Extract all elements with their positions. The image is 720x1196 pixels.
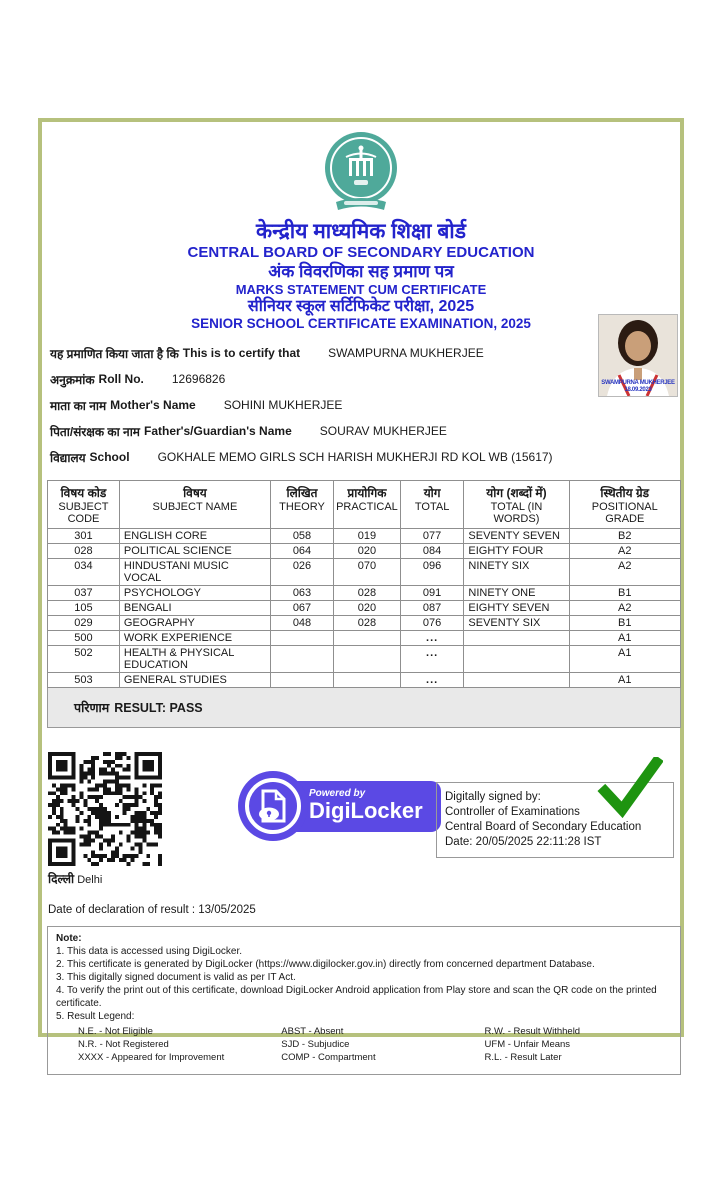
school-line bbox=[50, 444, 680, 470]
col-header-subject-code bbox=[48, 481, 120, 529]
father-line bbox=[50, 418, 680, 444]
declaration-date: Date of declaration of result : 13/05/2025 bbox=[48, 904, 256, 916]
place-english: Delhi bbox=[77, 874, 103, 886]
cell-grade: A1 bbox=[569, 673, 681, 688]
legend-entry: N.E. - Not Eligible bbox=[78, 1026, 153, 1037]
marks-table-row bbox=[48, 673, 681, 688]
note-item-2: 2. This certificate is generated by DigiLocker (https://www.digilocker.gov.in) directly from concerned department Database. bbox=[56, 959, 595, 970]
place-label bbox=[48, 870, 162, 887]
cell-subject-name: WORK EXPERIENCE bbox=[119, 631, 270, 646]
legend-entry: XXXX - Appeared for Improvement bbox=[78, 1052, 225, 1063]
cell-theory: 048 bbox=[270, 616, 333, 631]
certificate-page bbox=[38, 118, 684, 1063]
father-label-hindi: पिता/संरक्षक का नाम bbox=[50, 424, 140, 439]
cell-total-words bbox=[464, 646, 569, 673]
cell-practical bbox=[334, 673, 401, 688]
note-item-3: 3. This digitally signed document is valid as per IT Act. bbox=[56, 972, 296, 983]
photo-caption-name: SWAMPURNA MUKHERJEE bbox=[601, 380, 675, 386]
cell-subject-code: 503 bbox=[48, 673, 120, 688]
exam-title-hindi: सीनियर स्कूल सर्टिफिकेट परीक्षा, 2025 bbox=[247, 298, 475, 315]
col-header-hindi: विषय bbox=[183, 486, 207, 500]
legend-entry: R.L. - Result Later bbox=[484, 1052, 562, 1063]
digital-signature-box bbox=[436, 782, 674, 858]
cell-grade: A2 bbox=[569, 559, 681, 586]
cell-total-words: NINETY SIX bbox=[464, 559, 569, 586]
cell-subject-code: 028 bbox=[48, 544, 120, 559]
cell-subject-code: 502 bbox=[48, 646, 120, 673]
result-legend bbox=[56, 1025, 672, 1064]
col-header-english: SUBJECT NAME bbox=[152, 501, 238, 513]
legend-column-2 bbox=[259, 1025, 462, 1064]
cell-total-words: EIGHTY FOUR bbox=[464, 544, 569, 559]
cell-grade: B2 bbox=[569, 529, 681, 544]
cell-grade: A1 bbox=[569, 631, 681, 646]
marks-table-row bbox=[48, 616, 681, 631]
result-label-hindi: परिणाम bbox=[74, 701, 110, 715]
cell-subject-name: BENGALI bbox=[119, 601, 270, 616]
roll-label-hindi: अनुक्रमांक bbox=[50, 372, 95, 387]
board-title-hindi: केन्द्रीय माध्यमिक शिक्षा बोर्ड bbox=[256, 220, 466, 243]
note-title: Note: bbox=[56, 933, 82, 944]
statement-title-english: MARKS STATEMENT CUM CERTIFICATE bbox=[235, 282, 487, 297]
cell-theory: 058 bbox=[270, 529, 333, 544]
candidate-info bbox=[50, 340, 680, 470]
cell-practical: 019 bbox=[334, 529, 401, 544]
cell-total-words bbox=[464, 631, 569, 646]
cell-practical bbox=[334, 646, 401, 673]
certify-line bbox=[50, 340, 680, 366]
roll-line bbox=[50, 366, 680, 392]
cell-theory: 026 bbox=[270, 559, 333, 586]
cell-theory bbox=[270, 673, 333, 688]
photo-caption-date: 18.09.2023 bbox=[624, 387, 652, 393]
document-cloud-icon bbox=[258, 789, 288, 823]
marks-table-row bbox=[48, 559, 681, 586]
cell-total: 087 bbox=[400, 601, 464, 616]
father-label-english: Father's/Guardian's Name bbox=[143, 424, 292, 438]
cell-grade: A1 bbox=[569, 646, 681, 673]
note-item-1: 1. This data is accessed using DigiLocker. bbox=[56, 946, 243, 957]
cell-subject-name: GENERAL STUDIES bbox=[119, 673, 270, 688]
cell-theory bbox=[270, 631, 333, 646]
legend-column-3 bbox=[463, 1025, 666, 1064]
cell-subject-code: 301 bbox=[48, 529, 120, 544]
legend-column-1 bbox=[56, 1025, 259, 1064]
col-header-total bbox=[400, 481, 464, 529]
note-box bbox=[47, 926, 681, 1075]
roll-number: 12696826 bbox=[171, 372, 226, 386]
cell-theory: 063 bbox=[270, 586, 333, 601]
cbse-logo bbox=[42, 122, 680, 216]
cell-total-words: SEVENTY SIX bbox=[464, 616, 569, 631]
cell-grade: A2 bbox=[569, 601, 681, 616]
cell-total: 076 bbox=[400, 616, 464, 631]
cell-practical: 070 bbox=[334, 559, 401, 586]
cell-subject-name: HEALTH & PHYSICAL EDUCATION bbox=[119, 646, 270, 673]
legend-entry: SJD - Subjudice bbox=[281, 1039, 350, 1050]
digilocker-badge bbox=[238, 778, 441, 834]
statement-title-hindi: अंक विवरणिका सह प्रमाण पत्र bbox=[268, 262, 454, 281]
cell-subject-name: GEOGRAPHY bbox=[119, 616, 270, 631]
marks-table-body bbox=[48, 529, 681, 688]
col-header-english: POSITIONAL GRADE bbox=[591, 501, 658, 525]
cell-practical: 020 bbox=[334, 544, 401, 559]
checkmark-icon bbox=[597, 757, 663, 819]
note-item-5: 5. Result Legend: bbox=[56, 1011, 135, 1022]
cell-subject-name: ENGLISH CORE bbox=[119, 529, 270, 544]
mother-label-english: Mother's Name bbox=[110, 398, 196, 412]
cell-subject-code: 037 bbox=[48, 586, 120, 601]
mother-line bbox=[50, 392, 680, 418]
digilocker-logo-icon bbox=[245, 778, 301, 834]
cell-practical: 020 bbox=[334, 601, 401, 616]
col-header-english: TOTAL bbox=[414, 501, 450, 513]
legend-entry: ABST - Absent bbox=[281, 1026, 344, 1037]
cell-practical: 028 bbox=[334, 616, 401, 631]
marks-table-row bbox=[48, 646, 681, 673]
cell-practical bbox=[334, 631, 401, 646]
cell-total: 096 bbox=[400, 559, 464, 586]
legend-entry: COMP - Compartment bbox=[281, 1052, 376, 1063]
cell-total: 077 bbox=[400, 529, 464, 544]
marks-table-row bbox=[48, 586, 681, 601]
signature-line-3: Central Board of Secondary Education bbox=[445, 821, 642, 833]
certificate-header bbox=[42, 220, 680, 332]
cell-theory: 064 bbox=[270, 544, 333, 559]
candidate-name: SWAMPURNA MUKHERJEE bbox=[328, 346, 484, 360]
cell-total: ... bbox=[400, 673, 464, 688]
col-header-english: TOTAL (IN WORDS) bbox=[490, 501, 543, 525]
roll-label-english: Roll No. bbox=[98, 372, 144, 386]
col-header-hindi: योग bbox=[423, 486, 441, 500]
certify-label-hindi: यह प्रमाणित किया जाता है कि bbox=[50, 346, 179, 361]
signature-line-1: Digitally signed by: bbox=[445, 791, 541, 803]
cell-grade: B1 bbox=[569, 616, 681, 631]
mother-label-hindi: माता का नाम bbox=[50, 398, 107, 413]
cell-total: 084 bbox=[400, 544, 464, 559]
school-name: GOKHALE MEMO GIRLS SCH HARISH MUKHERJI RD KOL WB (15617) bbox=[157, 450, 553, 464]
col-header-hindi: लिखित bbox=[286, 486, 318, 500]
marks-table-row bbox=[48, 529, 681, 544]
marks-table-row bbox=[48, 544, 681, 559]
school-label-english: School bbox=[89, 450, 130, 464]
exam-title-english: SENIOR SCHOOL CERTIFICATE EXAMINATION, 2025 bbox=[191, 316, 531, 331]
candidate-photo bbox=[598, 314, 678, 397]
powered-by-label: Powered by bbox=[309, 787, 366, 799]
cell-subject-code: 500 bbox=[48, 631, 120, 646]
col-header-practical bbox=[334, 481, 401, 529]
cell-subject-name: POLITICAL SCIENCE bbox=[119, 544, 270, 559]
col-header-theory bbox=[270, 481, 333, 529]
photo-caption bbox=[599, 380, 677, 394]
result-value: RESULT: PASS bbox=[114, 700, 203, 715]
cell-grade: A2 bbox=[569, 544, 681, 559]
marks-table-row bbox=[48, 631, 681, 646]
cell-subject-code: 034 bbox=[48, 559, 120, 586]
place-hindi: दिल्ली bbox=[48, 872, 75, 886]
father-name: SOURAV MUKHERJEE bbox=[319, 424, 447, 438]
cell-subject-code: 029 bbox=[48, 616, 120, 631]
cell-subject-code: 105 bbox=[48, 601, 120, 616]
legend-entry: N.R. - Not Registered bbox=[78, 1039, 169, 1050]
digilocker-name: DigiLocker bbox=[309, 797, 423, 823]
cbse-logo-icon bbox=[318, 130, 404, 216]
col-header-hindi: योग (शब्दों में) bbox=[486, 486, 547, 500]
col-header-total-words bbox=[464, 481, 569, 529]
cell-subject-name: PSYCHOLOGY bbox=[119, 586, 270, 601]
marks-table bbox=[47, 480, 681, 688]
cell-total-words bbox=[464, 673, 569, 688]
signature-line-4: Date: 20/05/2025 22:11:28 IST bbox=[445, 836, 602, 848]
cell-total: ... bbox=[400, 631, 464, 646]
mother-name: SOHINI MUKHERJEE bbox=[223, 398, 343, 412]
note-item-4: 4. To verify the print out of this certificate, download DigiLocker Android application from Play store and scan the QR code on the printed certificate. bbox=[56, 985, 657, 1009]
col-header-english: PRACTICAL bbox=[336, 501, 398, 513]
col-header-hindi: विषय कोड bbox=[60, 486, 107, 500]
cell-theory bbox=[270, 646, 333, 673]
legend-entry: UFM - Unfair Means bbox=[484, 1039, 571, 1050]
school-label-hindi: विद्यालय bbox=[50, 450, 86, 465]
board-title-english: CENTRAL BOARD OF SECONDARY EDUCATION bbox=[187, 244, 535, 261]
cell-total-words: SEVENTY SEVEN bbox=[464, 529, 569, 544]
cell-theory: 067 bbox=[270, 601, 333, 616]
result-strip bbox=[47, 688, 681, 728]
cell-subject-name: HINDUSTANI MUSIC VOCAL bbox=[119, 559, 270, 586]
cell-practical: 028 bbox=[334, 586, 401, 601]
cell-grade: B1 bbox=[569, 586, 681, 601]
marks-table-header-row bbox=[48, 481, 681, 529]
footer-band bbox=[42, 752, 680, 902]
cell-total-words: EIGHTY SEVEN bbox=[464, 601, 569, 616]
col-header-english: SUBJECT CODE bbox=[58, 501, 109, 525]
certify-label-english: This is to certify that bbox=[182, 346, 301, 360]
legend-entry: R.W. - Result Withheld bbox=[484, 1026, 581, 1037]
cell-total-words: NINETY ONE bbox=[464, 586, 569, 601]
col-header-english: THEORY bbox=[279, 501, 325, 513]
col-header-subject-name bbox=[119, 481, 270, 529]
qr-code bbox=[48, 752, 162, 866]
cell-total: ... bbox=[400, 646, 464, 673]
col-header-hindi: प्रायोगिक bbox=[347, 486, 387, 500]
col-header-positional-grade bbox=[569, 481, 681, 529]
marks-table-row bbox=[48, 601, 681, 616]
qr-block bbox=[48, 752, 162, 887]
signature-line-2: Controller of Examinations bbox=[445, 806, 580, 818]
cell-total: 091 bbox=[400, 586, 464, 601]
col-header-hindi: स्थितीय ग्रेड bbox=[600, 486, 650, 500]
